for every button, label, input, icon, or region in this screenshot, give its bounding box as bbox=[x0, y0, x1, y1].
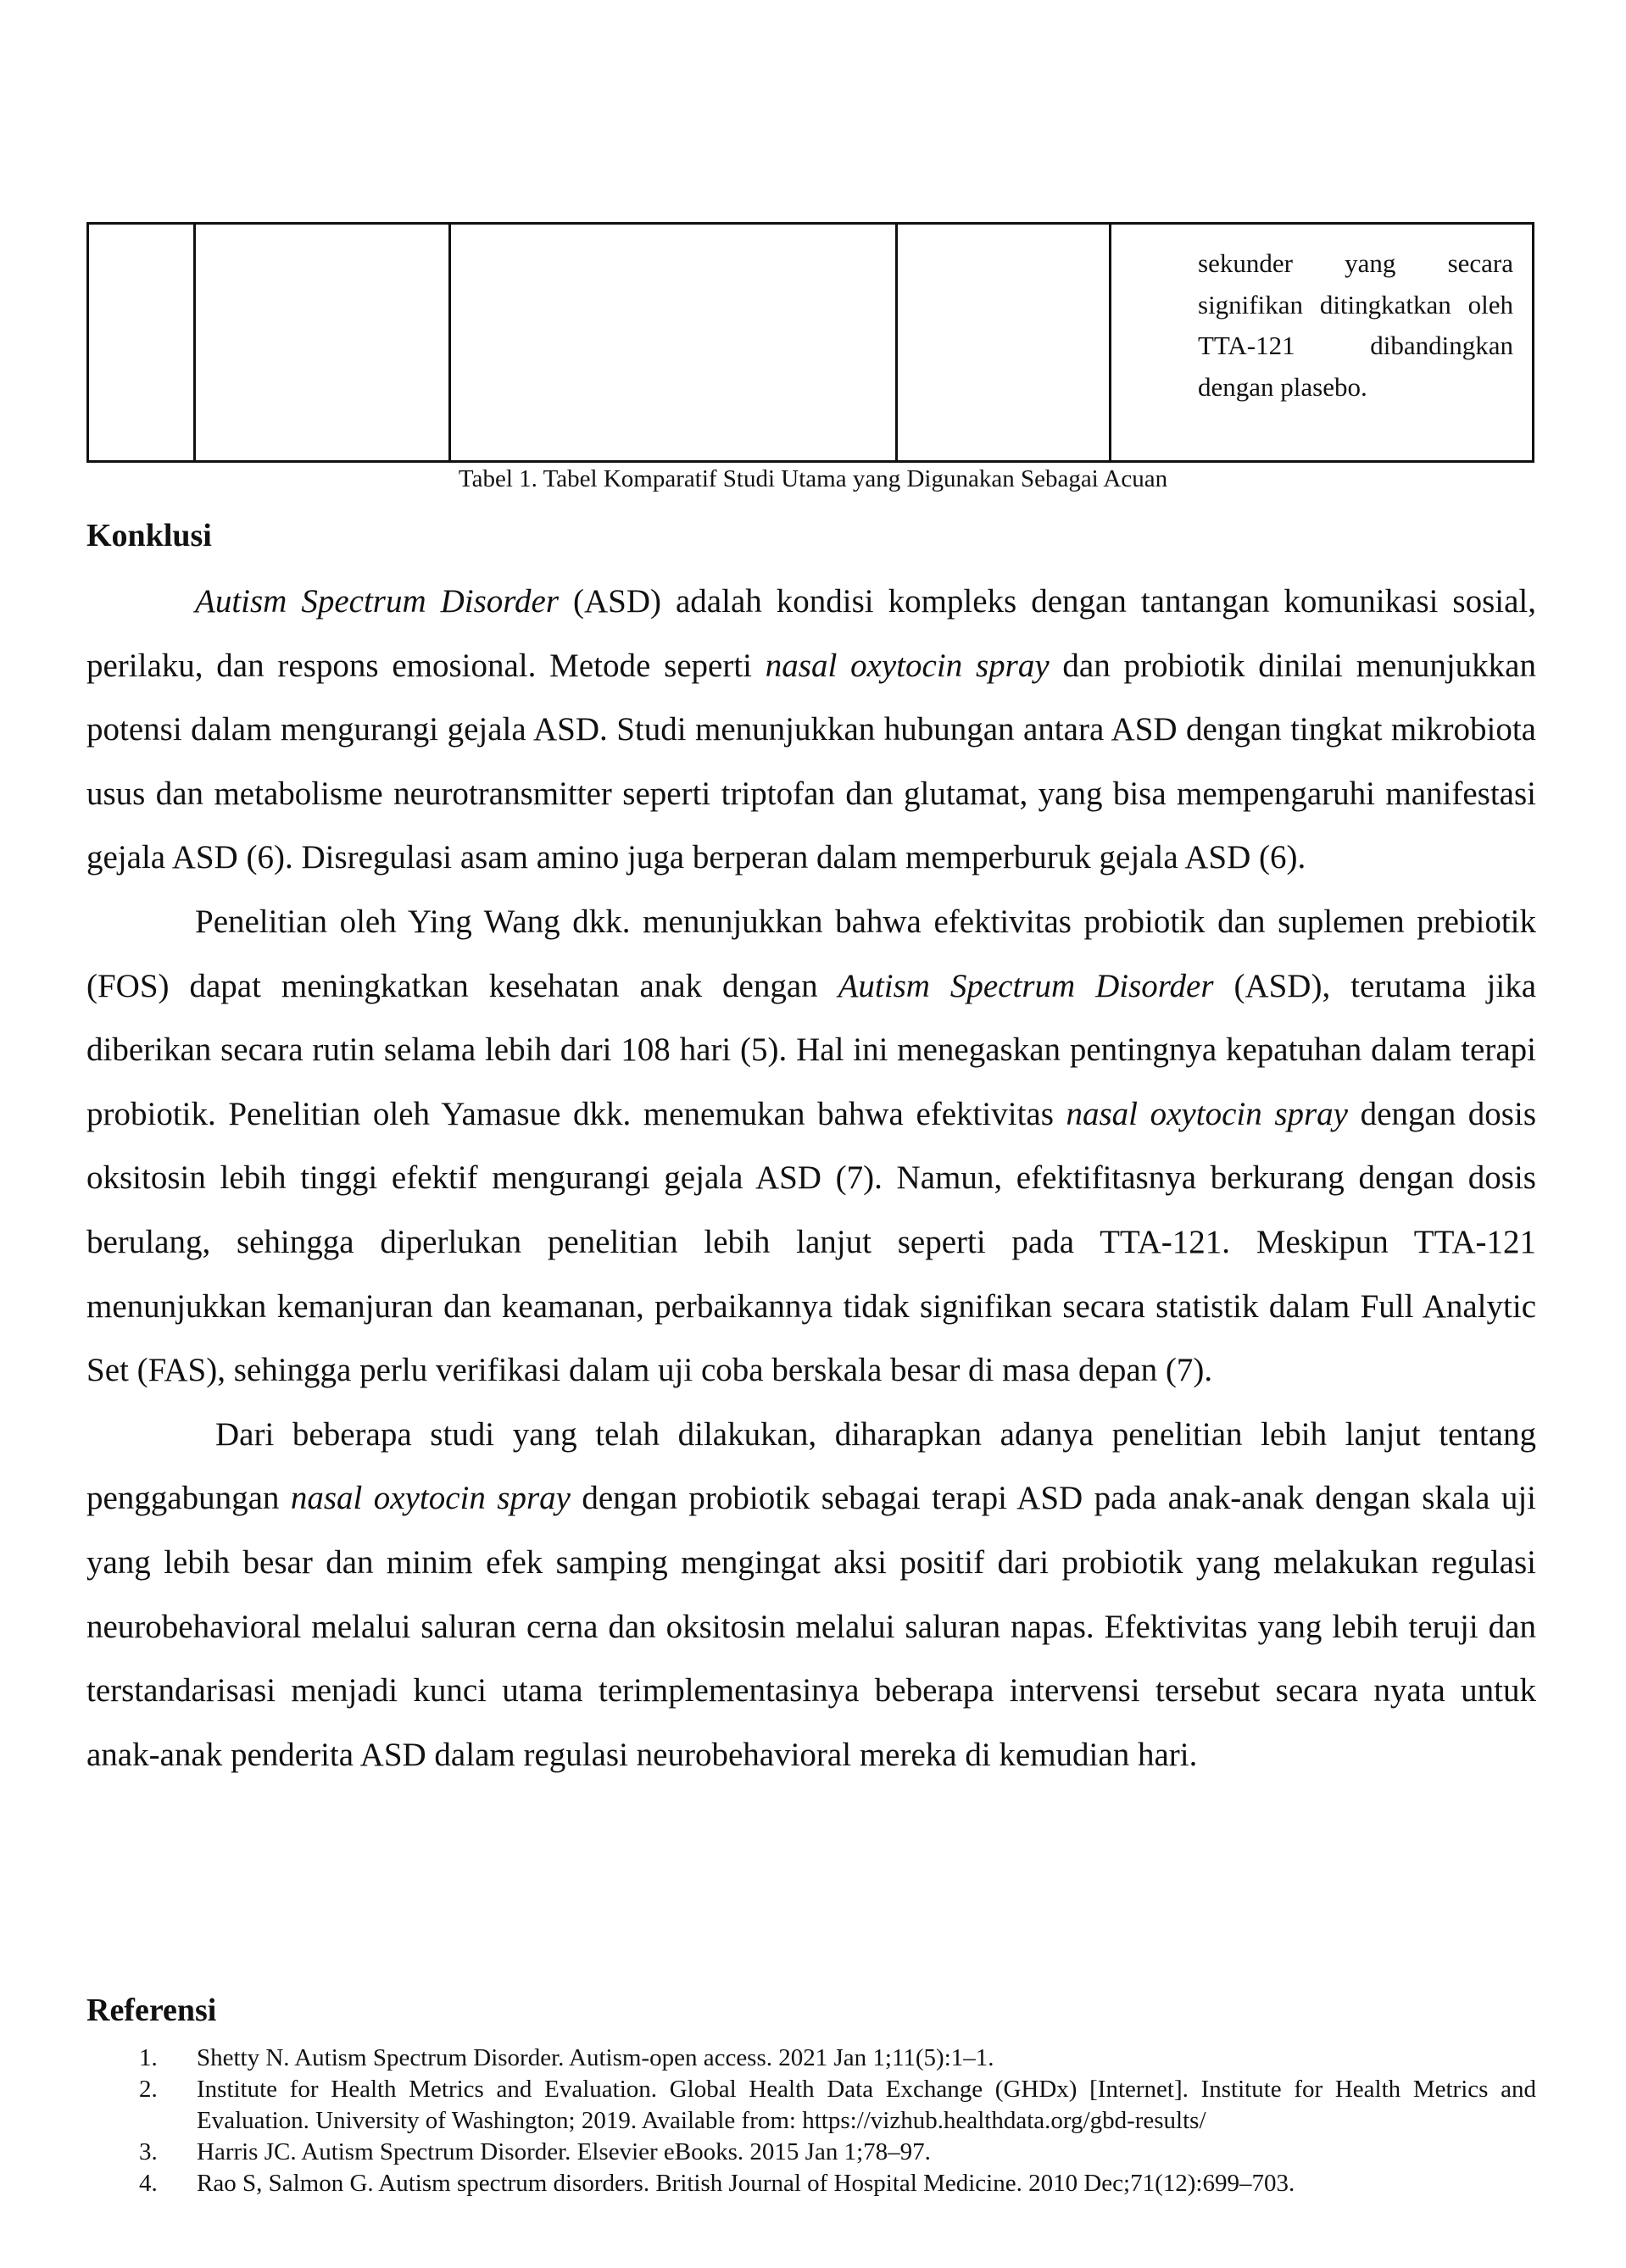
italic-term: nasal oxytocin spray bbox=[765, 647, 1050, 684]
paragraph bbox=[86, 1403, 1536, 1787]
section-heading-konklusi: Konklusi bbox=[86, 518, 212, 553]
italic-term: Autism Spectrum Disorder bbox=[195, 583, 560, 620]
text-run: dengan probiotik sebagai terapi ASD pada anak-anak dengan skala uji yang lebih besar dan minim efek samping mengingat aksi positif dari probiotik yang melakukan regulasi neurobehavioral melalui saluran cerna dan oksitosin melalui saluran napas. Efektivitas yang lebih teruji dan terstandarisasi menjadi kunci utama terimplementasinya beberapa intervensi tersebut secara nyata untuk anak-anak penderita ASD dalam regulasi neurobehavioral mereka di kemudian hari. bbox=[86, 1480, 1536, 1773]
reference-number: 1. bbox=[139, 2044, 158, 2071]
text-run: dan probiotik dinilai menunjukkan potensi dalam mengurangi gejala ASD. Studi menunjukkan hubungan antara ASD dengan tingkat mikrobiota usus dan metabolisme neurotransmitter seperti triptofan dan glutamat, yang bisa mempengaruhi manifestasi gejala ASD (6). Disregulasi asam amino juga berperan dalam memperburuk gejala ASD (6). bbox=[86, 647, 1536, 876]
table-caption: Tabel 1. Tabel Komparatif Studi Utama yang Digunakan Sebagai Acuan bbox=[458, 465, 1168, 492]
text-run: Penelitian oleh Ying Wang dkk. menunjukkan bahwa efektivitas probiotik dan suplemen prebiotik (FOS) dapat meningkatkan kesehatan anak dengan bbox=[86, 903, 1536, 1004]
reference-number: 3. bbox=[139, 2138, 158, 2165]
italic-term: Autism Spectrum Disorder bbox=[838, 967, 1214, 1004]
table-cell bbox=[1111, 224, 1534, 462]
reference-text: Institute for Health Metrics and Evaluation. Global Health Data Exchange (GHDx) [Internet]. Institute for Health Metrics and Evaluation. University of Washington; 2019. Available from: https://vizhub.healthdata.org/gbd-results/ bbox=[197, 2076, 1536, 2134]
section-heading-referensi: Referensi bbox=[86, 1993, 217, 2028]
text-run: Dari beberapa studi yang telah dilakukan, diharapkan adanya penelitian lebih lanjut tentang penggabungan bbox=[86, 1415, 1536, 1517]
reference-item bbox=[86, 2074, 1536, 2137]
reference-text: Harris JC. Autism Spectrum Disorder. Elsevier eBooks. 2015 Jan 1;78–97. bbox=[197, 2138, 931, 2165]
italic-term: nasal oxytocin spray bbox=[1066, 1095, 1348, 1132]
reference-text: Shetty N. Autism Spectrum Disorder. Autism-open access. 2021 Jan 1;11(5):1–1. bbox=[197, 2044, 994, 2071]
konklusi-body bbox=[86, 570, 1536, 1787]
comparative-table-fragment bbox=[86, 222, 1534, 463]
table-cell bbox=[897, 224, 1111, 462]
paragraph bbox=[86, 570, 1536, 890]
paragraph bbox=[86, 890, 1536, 1403]
table-cell bbox=[88, 224, 195, 462]
reference-number: 2. bbox=[139, 2076, 158, 2103]
reference-list bbox=[86, 2043, 1536, 2199]
table-row bbox=[88, 224, 1534, 462]
text-run: (ASD) adalah kondisi kompleks dengan tantangan komunikasi sosial, perilaku, dan respons emosional. Metode seperti bbox=[86, 583, 1536, 684]
table-cell-text: sekunder yang secara signifikan ditingkatkan oleh TTA-121 dibandingkan dengan plasebo. bbox=[1198, 248, 1513, 402]
italic-term: nasal oxytocin spray bbox=[290, 1480, 571, 1517]
table-cell bbox=[195, 224, 450, 462]
reference-text: Rao S, Salmon G. Autism spectrum disorders. British Journal of Hospital Medicine. 2010 Dec;71(12):699–703. bbox=[197, 2170, 1295, 2197]
reference-item bbox=[86, 2043, 1536, 2074]
text-run: dengan dosis oksitosin lebih tinggi efektif mengurangi gejala ASD (7). Namun, efektifitasnya berkurang dengan dosis berulang, sehingga diperlukan penelitian lebih lanjut seperti pada TTA-121. Meskipun TTA-121 menunjukkan kemanjuran dan keamanan, perbaikannya tidak signifikan secara statistik dalam Full Analytic Set (FAS), sehingga perlu verifikasi dalam uji coba berskala besar di masa depan (7). bbox=[86, 1095, 1536, 1389]
table-cell bbox=[450, 224, 897, 462]
reference-number: 4. bbox=[139, 2170, 158, 2197]
reference-item bbox=[86, 2137, 1536, 2168]
reference-item bbox=[86, 2168, 1536, 2199]
text-run: (ASD), terutama jika diberikan secara rutin selama lebih dari 108 hari (5). Hal ini menegaskan pentingnya kepatuhan dalam terapi probiotik. Penelitian oleh Yamasue dkk. menemukan bahwa efektivitas bbox=[86, 967, 1537, 1132]
